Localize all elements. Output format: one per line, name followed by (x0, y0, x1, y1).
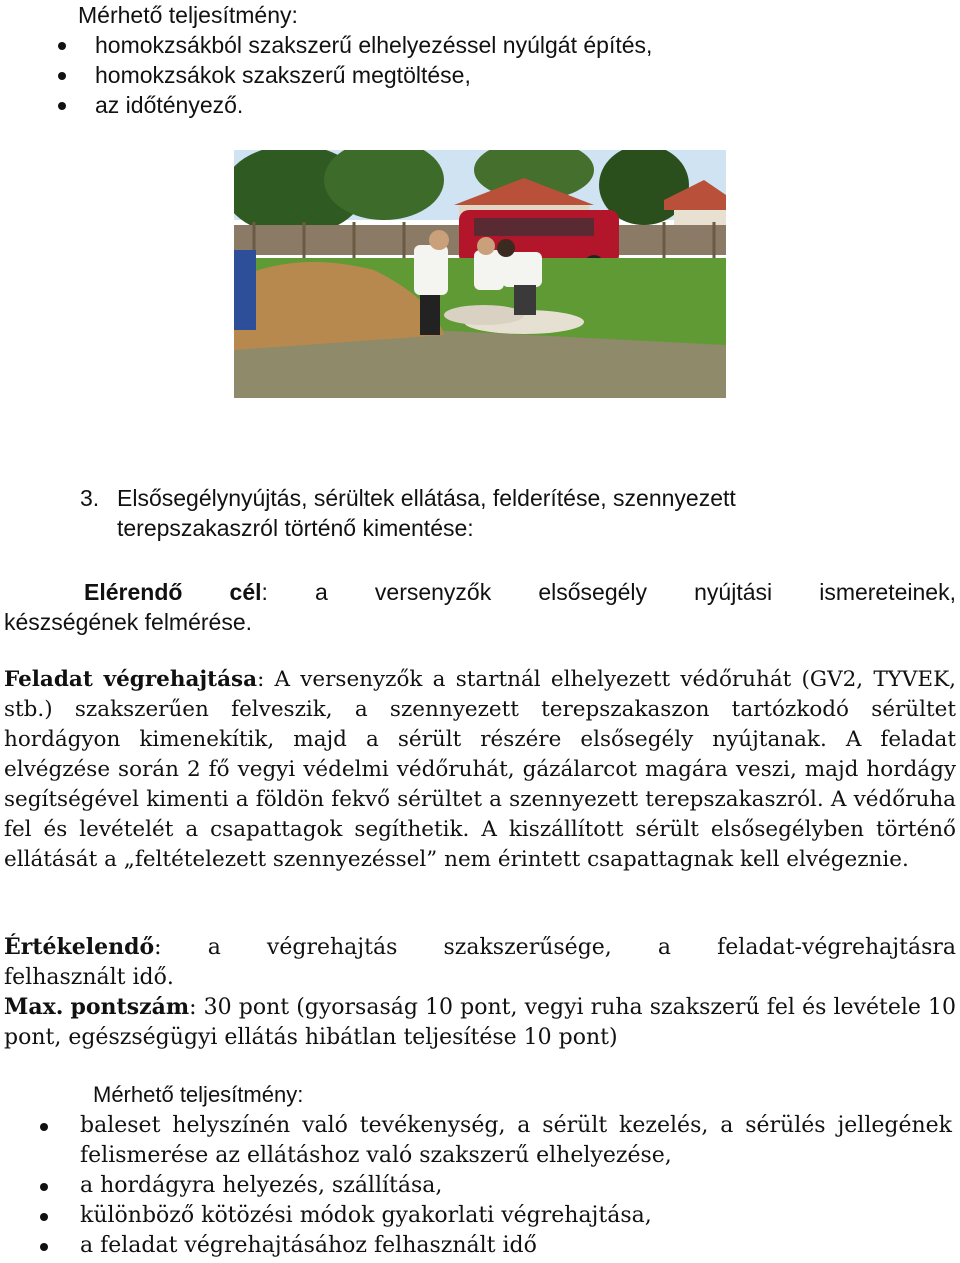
goal-paragraph (4, 577, 956, 637)
top-performance-list (0, 30, 960, 120)
photo-illustration (234, 150, 726, 398)
section-title-line1: Elsősegélynyújtás, sérültek ellátása, felderítése, szennyezett (117, 485, 736, 511)
goal-line2: készségének felmérése. (4, 609, 253, 635)
evaluation-line1 (4, 932, 956, 963)
max-points-text: : 30 pont (gyorsaság 10 pont, vegyi ruha szakszerű fel és levétele 10 pont, egészségügyi ellátás hibátlan teljesítése 10 pont) (4, 995, 956, 1050)
list-item: homokzsákok szakszerű megtöltése, (0, 60, 960, 90)
points-label: pontszám (70, 994, 190, 1020)
evaluation-text-1: : a végrehajtás szakszerűsége, a feladat-végrehajtásra (154, 935, 956, 960)
section-title-line2: terepszakaszról történő kimentése: (117, 515, 474, 541)
list-item: az időtényező. (0, 90, 960, 120)
task-paragraph (4, 665, 956, 875)
list-item: különböző kötözési módok gyakorlati végrehajtása, (0, 1201, 956, 1231)
section-title (117, 483, 736, 543)
list-item: a feladat végrehajtásához felhasznált idő (0, 1231, 956, 1261)
goal-label: Elérendő cél (84, 579, 262, 605)
evaluation-paragraph (4, 932, 956, 993)
evaluation-line2: felhasznált idő. (4, 965, 174, 990)
goal-line1 (4, 577, 956, 607)
task-label: Feladat végrehajtása (4, 667, 258, 692)
list-item: baleset helyszínén való tevékenység, a sérült kezelés, a sérülés jellegének felismerése az ellátáshoz való szakszerű elhelyezése, (0, 1111, 956, 1171)
bottom-performance-list (0, 1111, 956, 1261)
task-text: : A versenyzők a startnál elhelyezett védőruhát (GV2, TYVEK, stb.) szakszerűen felveszik, a szennyezett terepszakaszon tartózkodó sérültet hordágyon kimenekítik, majd a sérült részére elsősegély nyújtanak. A feladat elvégzése során 2 fő vegyi védelmi védőruhát, gázálarcot magára veszi, majd hordágy segítségével kimenti a földön fekvő sérültet a szennyezett terepszakaszról. A védőruha fel és levételét a csapattagok segíthetik. A kiszállított sérült elsősegélyben történő ellátását a „feltételezett szennyezéssel” nem érintett csapattagnak kell elvégeznie. (4, 667, 956, 872)
max-points-paragraph (4, 992, 956, 1053)
max-label: Max. (4, 994, 64, 1020)
list-item: homokzsákból szakszerű elhelyezéssel nyúlgát építés, (0, 30, 960, 60)
top-heading: Mérhető teljesítmény: (78, 2, 298, 28)
section-number: 3. (80, 485, 100, 511)
evaluation-label: Értékelendő (4, 934, 155, 960)
goal-text-1: : a versenyzők elsősegély nyújtási ismereteinek, (261, 579, 956, 605)
bottom-heading: Mérhető teljesítmény: (93, 1082, 304, 1107)
sandbag-photo (234, 150, 726, 398)
list-item: a hordágyra helyezés, szállítása, (0, 1171, 956, 1201)
